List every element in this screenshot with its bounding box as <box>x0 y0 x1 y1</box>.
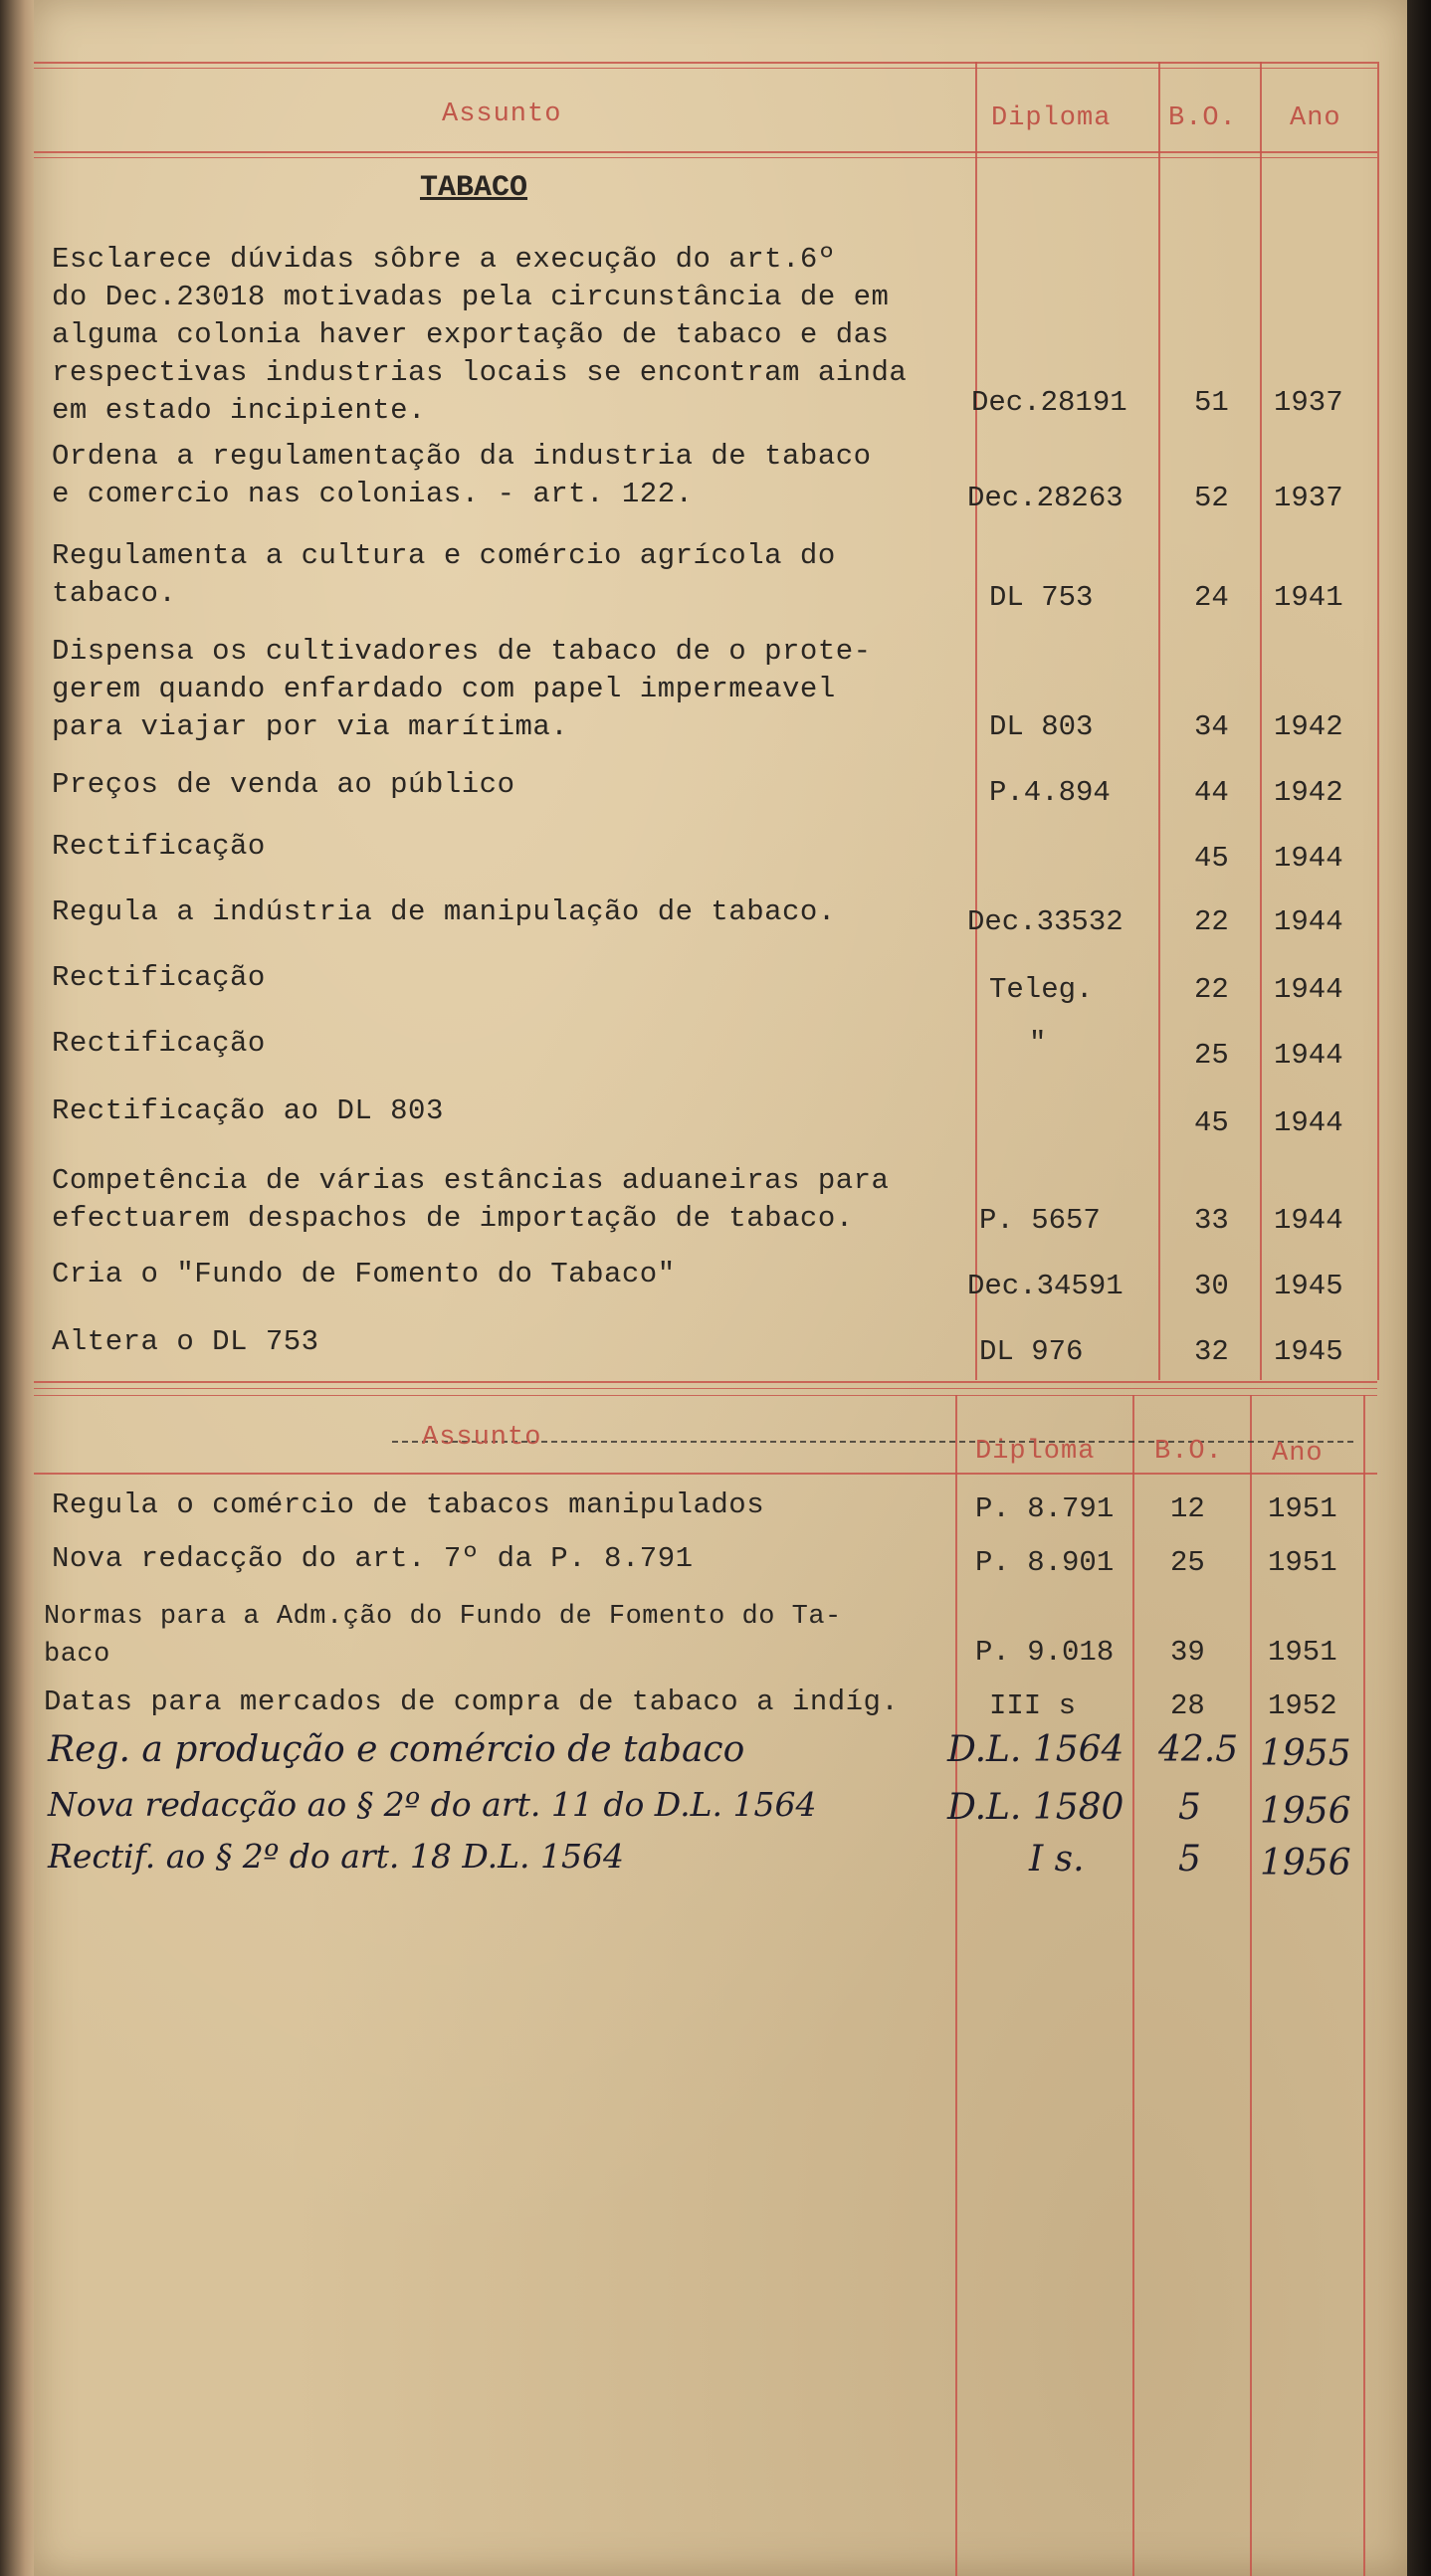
entry-text: Cria o "Fundo de Fomento do Tabaco" <box>52 1258 676 1290</box>
header-rule-2 <box>34 157 1377 158</box>
handwritten-bo: 5 <box>1178 1839 1201 1880</box>
top-rule <box>34 62 1377 64</box>
entry-text: Dispensa os cultivadores de tabaco de o prote- gerem quando enfardado com papel impermeavel para viajar por via marítima. <box>52 635 872 743</box>
header-subject: Assunto <box>442 99 562 129</box>
entry-year: 1951 <box>1268 1492 1337 1525</box>
entry-bo: 33 <box>1194 1204 1229 1237</box>
entry-year: 1951 <box>1268 1636 1337 1669</box>
header2-diploma: Diploma <box>975 1437 1096 1467</box>
entry-year: 1944 <box>1274 973 1343 1006</box>
ledger-page <box>34 0 1407 2576</box>
entry-diploma: P.4.894 <box>989 776 1111 809</box>
entry-text: Rectificação ao DL 803 <box>52 1094 444 1127</box>
entry-bo: 30 <box>1194 1270 1229 1302</box>
header2-bo: B.O. <box>1154 1437 1223 1467</box>
entry-text: Competência de várias estâncias aduaneiras para efectuarem despachos de importação de tabaco. <box>52 1164 890 1235</box>
entry-diploma: P. 8.791 <box>975 1492 1115 1525</box>
entry-bo: 52 <box>1194 482 1229 514</box>
handwritten-entry: Nova redacção ao § 2º do art. 11 do D.L. 1564 <box>48 1785 817 1824</box>
handwritten-bo: 42.5 <box>1158 1729 1239 1770</box>
entry-diploma: Dec.28263 <box>967 482 1124 514</box>
col-line-ano <box>1260 62 1262 1380</box>
entry-year: 1942 <box>1274 710 1343 743</box>
header-rule <box>34 151 1377 153</box>
entry-diploma: P. 5657 <box>979 1204 1101 1237</box>
entry-bo: 28 <box>1170 1689 1205 1722</box>
col-line-bo <box>1158 62 1160 1380</box>
entry-year: 1937 <box>1274 482 1343 514</box>
entry-diploma: DL 803 <box>989 710 1094 743</box>
entry-text: Preços de venda ao público <box>52 768 515 801</box>
entry-year: 1941 <box>1274 581 1343 614</box>
book-binding <box>0 0 34 2576</box>
col2-line-diploma <box>955 1395 957 2576</box>
entry-diploma: Dec.33532 <box>967 905 1124 938</box>
entry-diploma: DL 976 <box>979 1335 1084 1368</box>
section-title: TABACO <box>420 171 528 205</box>
entry-text: Rectificação <box>52 961 266 994</box>
entry-year: 1952 <box>1268 1689 1337 1722</box>
entry-year: 1944 <box>1274 1106 1343 1139</box>
entry-bo: 39 <box>1170 1636 1205 1669</box>
entry-diploma: P. 9.018 <box>975 1636 1115 1669</box>
entry-bo: 45 <box>1194 1106 1229 1139</box>
entry-diploma: DL 753 <box>989 581 1094 614</box>
header2-year: Ano <box>1272 1439 1324 1469</box>
entry-diploma: Dec.28191 <box>971 386 1127 419</box>
entry-year: 1945 <box>1274 1335 1343 1368</box>
entry-text: Ordena a regulamentação da industria de tabaco e comercio nas colonias. - art. 122. <box>52 440 872 510</box>
col-line-right <box>1377 62 1379 1380</box>
entry-year: 1944 <box>1274 1039 1343 1072</box>
header-diploma: Diploma <box>991 103 1112 133</box>
entry-text: Nova redacção do art. 7º da P. 8.791 <box>52 1542 694 1575</box>
header-year: Ano <box>1290 103 1341 133</box>
entry-year: 1944 <box>1274 905 1343 938</box>
entry-bo: 34 <box>1194 710 1229 743</box>
handwritten-year: 1956 <box>1260 1791 1351 1832</box>
entry-year: 1944 <box>1274 842 1343 875</box>
entry-text: Regula a indústria de manipulação de tabaco. <box>52 895 836 928</box>
entry-text: Normas para a Adm.ção do Fundo de Fomento do Ta- baco <box>44 1602 842 1670</box>
col2-line-bo <box>1132 1395 1134 2576</box>
section2-rule <box>34 1381 1377 1383</box>
section2-rule-2 <box>34 1388 1377 1389</box>
entry-bo: 22 <box>1194 905 1229 938</box>
entry-year: 1945 <box>1274 1270 1343 1302</box>
entry-bo: 25 <box>1170 1546 1205 1579</box>
handwritten-year: 1955 <box>1260 1733 1351 1774</box>
entry-text: Datas para mercados de compra de tabaco a indíg. <box>44 1685 900 1718</box>
entry-diploma: Dec.34591 <box>967 1270 1124 1302</box>
entry-year: 1951 <box>1268 1546 1337 1579</box>
handwritten-bo: 5 <box>1178 1787 1201 1828</box>
header-bo: B.O. <box>1168 103 1237 133</box>
col2-line-ano <box>1250 1395 1252 2576</box>
entry-text: Rectificação <box>52 830 266 863</box>
entry-year: 1942 <box>1274 776 1343 809</box>
section2-rule-3 <box>34 1395 1377 1396</box>
entry-diploma: Teleg. <box>989 973 1094 1006</box>
handwritten-entry: Reg. a produção e comércio de tabaco <box>48 1729 745 1770</box>
entry-bo: 24 <box>1194 581 1229 614</box>
section2-header-rule <box>34 1473 1377 1475</box>
entry-bo: 25 <box>1194 1039 1229 1072</box>
entry-text: Regula o comércio de tabacos manipulados <box>52 1488 765 1521</box>
entry-bo: 51 <box>1194 386 1229 419</box>
col-line-diploma <box>975 62 977 1380</box>
entry-bo: 22 <box>1194 973 1229 1006</box>
entry-year: 1944 <box>1274 1204 1343 1237</box>
col2-line-right <box>1363 1395 1365 2576</box>
entry-bo: 44 <box>1194 776 1229 809</box>
entry-bo: 32 <box>1194 1335 1229 1368</box>
handwritten-entry: Rectif. ao § 2º do art. 18 D.L. 1564 <box>48 1837 625 1876</box>
handwritten-diploma: D.L. 1580 <box>947 1787 1124 1828</box>
entry-text: Esclarece dúvidas sôbre a execução do art.6º do Dec.23018 motivadas pela circunstância de em alguma colonia haver exportação de tabaco e das respectivas industrias locais se encontram ainda em estado incipiente. <box>52 243 908 427</box>
handwritten-diploma: I s. <box>1029 1839 1085 1880</box>
entry-year: 1937 <box>1274 386 1343 419</box>
entry-text: Rectificação <box>52 1027 266 1060</box>
entry-diploma: P. 8.901 <box>975 1546 1115 1579</box>
handwritten-diploma: D.L. 1564 <box>947 1729 1124 1770</box>
entry-bo: 12 <box>1170 1492 1205 1525</box>
top-rule-2 <box>34 68 1377 69</box>
entry-text: Regulamenta a cultura e comércio agrícola do tabaco. <box>52 539 836 610</box>
handwritten-year: 1956 <box>1260 1843 1351 1883</box>
entry-diploma: III s <box>989 1689 1077 1722</box>
entry-bo: 45 <box>1194 842 1229 875</box>
header2-subject: Assunto <box>422 1423 542 1453</box>
page-edge-shadow <box>1407 0 1431 2576</box>
entry-text: Altera o DL 753 <box>52 1325 319 1358</box>
entry-diploma: " <box>1029 1027 1047 1060</box>
